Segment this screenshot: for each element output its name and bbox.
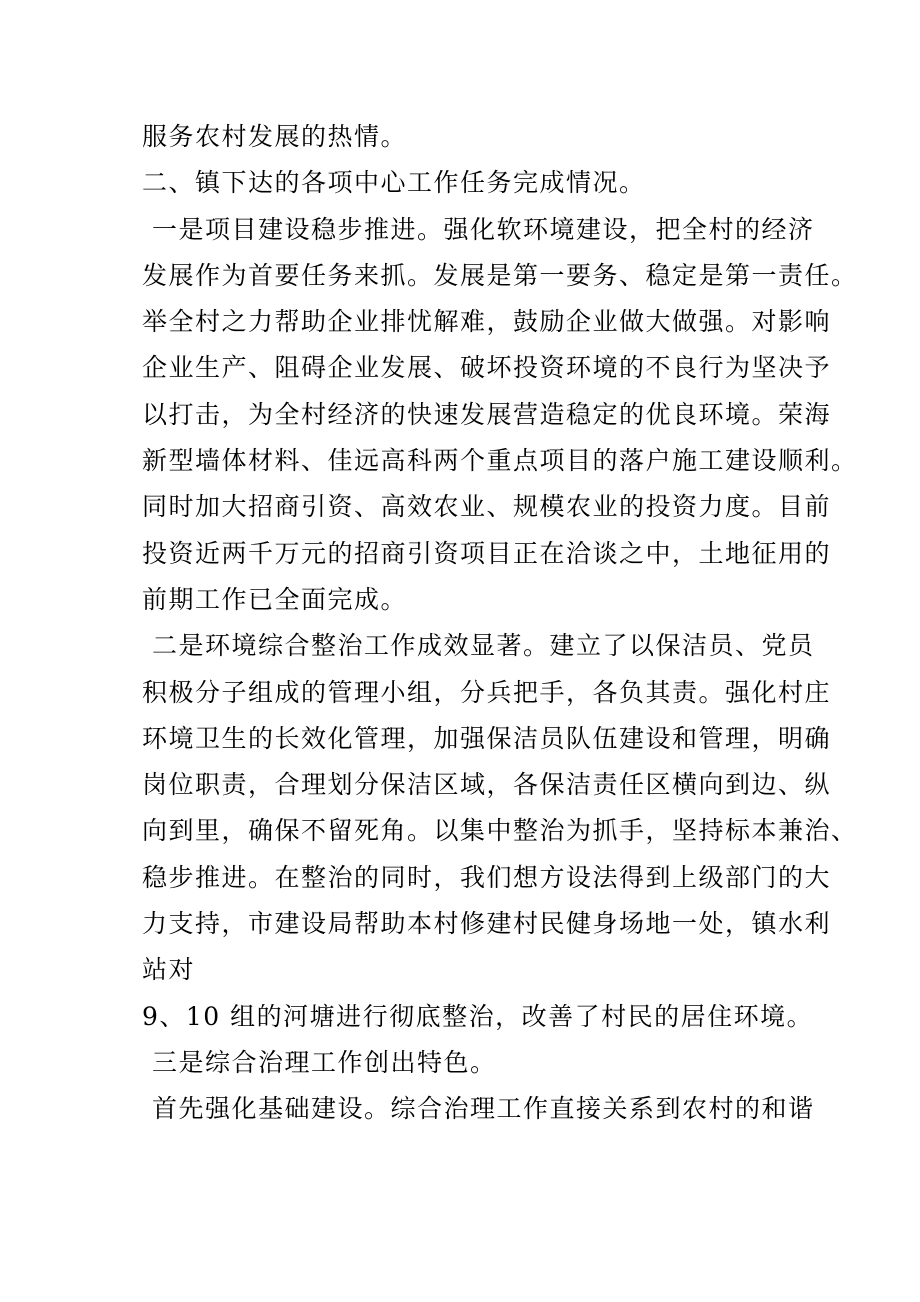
text-line: 环境卫生的长效化管理，加强保洁员队伍建设和管理，明确 — [142, 723, 832, 753]
text-line: 举全村之力帮助企业排忧解难，鼓励企业做大做强。对影响 — [142, 307, 832, 337]
text-line: 服务农村发展的热情。 — [142, 122, 408, 151]
text-line: 力支持，市建设局帮助本村修建村民健身场地一处，镇水利 — [142, 909, 832, 939]
text-line: 企业生产、阻碍企业发展、破坏投资环境的不良行为坚决予 — [142, 353, 832, 383]
text-line: 发展作为首要任务来抓。发展是第一要务、稳定是第一责任。 — [142, 260, 858, 290]
text-line: 稳步推进。在整治的同时，我们想方设法得到上级部门的大 — [142, 862, 832, 892]
text-line: 向到里，确保不留死角。以集中整治为抓手，坚持标本兼治、 — [142, 816, 858, 846]
text-line: 积极分子组成的管理小组，分兵把手，各负其责。强化村庄 — [142, 677, 832, 707]
text-line: 同时加大招商引资、高效农业、规模农业的投资力度。目前 — [142, 492, 832, 522]
text-line: 投资近两千万元的招商引资项目正在洽谈之中，土地征用的 — [142, 538, 832, 568]
paragraph-start: 首先强化基础建设。综合治理工作直接关系到农村的和谐 — [152, 1094, 815, 1124]
text-line: 站对 — [142, 955, 196, 985]
text-line: 新型墙体材料、佳远高科两个重点项目的落户施工建设顺利。 — [142, 446, 858, 476]
document-body — [142, 114, 858, 1133]
section-heading: 二、镇下达的各项中心工作任务完成情况。 — [142, 168, 646, 198]
text-line: 9、10 组的河塘进行彻底整治，改善了村民的居住环境。 — [142, 1001, 814, 1031]
paragraph-start: 一是项目建设稳步推进。强化软环境建设，把全村的经济 — [152, 214, 815, 244]
text-line: 前期工作已全面完成。 — [142, 584, 408, 614]
text-line: 以打击，为全村经济的快速发展营造稳定的优良环境。荣海 — [142, 399, 832, 429]
paragraph-start: 二是环境综合整治工作成效显著。建立了以保洁员、党员 — [152, 631, 815, 661]
text-line: 岗位职责，合理划分保洁区域，各保洁责任区横向到边、纵 — [142, 770, 832, 800]
paragraph-start: 三是综合治理工作创出特色。 — [152, 1047, 497, 1077]
